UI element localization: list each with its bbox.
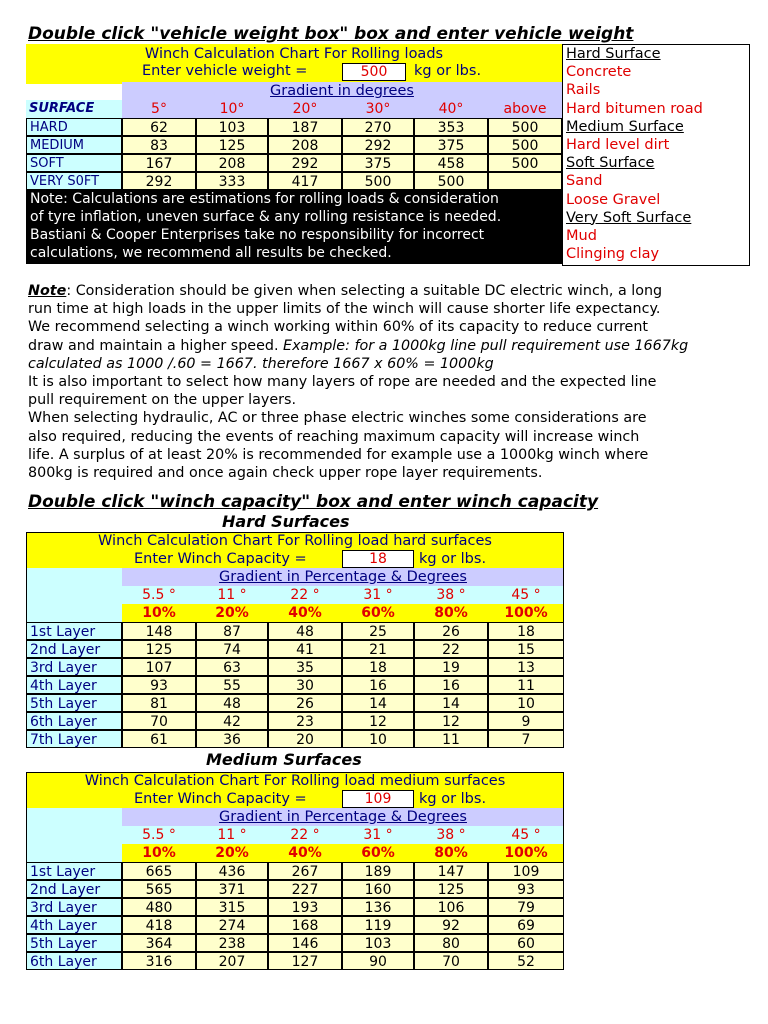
pull-value-cell: 74 — [196, 640, 268, 658]
pull-value-cell: 36 — [196, 730, 268, 748]
pull-value-cell: 25 — [342, 622, 414, 640]
pull-value-cell: 500 — [342, 172, 414, 190]
pull-value-cell: 136 — [342, 898, 414, 916]
layer-row-label: 4th Layer — [26, 916, 122, 934]
degree-header: 45 ° — [511, 827, 541, 843]
pull-value-cell: 500 — [488, 136, 562, 154]
pull-value-cell: 20 — [268, 730, 342, 748]
chart-border — [26, 772, 564, 970]
pull-value-cell: 375 — [342, 154, 414, 172]
pull-value-cell: 189 — [342, 862, 414, 880]
percent-header: 80% — [434, 605, 468, 621]
degree-header: 22 ° — [290, 827, 320, 843]
legend-surface-item: Hard level dirt — [566, 137, 670, 154]
legend-surface-header: Medium Surface — [566, 118, 684, 135]
pull-value-cell: 42 — [196, 712, 268, 730]
pull-value-cell: 11 — [414, 730, 488, 748]
chart-title: Winch Calculation Chart For Rolling load medium surfaces — [84, 773, 506, 789]
vehicle-weight-input[interactable]: 500 — [342, 63, 406, 81]
degree-header: 31 ° — [363, 587, 393, 603]
pull-value-cell: 107 — [122, 658, 196, 676]
note-line-2: run time at high loads in the upper limits of the winch will cause shorter life expectancy. — [28, 301, 661, 318]
note-line-5: calculated as 1000 /.60 = 1667. therefore 1667 x 60% = 1000kg — [28, 355, 494, 372]
note-line-8: When selecting hydraulic, AC or three phase electric winches some considerations are — [28, 410, 647, 427]
percent-header: 10% — [142, 605, 176, 621]
vehicle-weight-unit: kg or lbs. — [414, 63, 482, 79]
pull-value-cell: 18 — [488, 622, 564, 640]
pull-value-cell: 274 — [196, 916, 268, 934]
pull-value-cell: 70 — [414, 952, 488, 970]
pull-value-cell: 316 — [122, 952, 196, 970]
pull-value-cell: 353 — [414, 118, 488, 136]
example-text: : for a 1000kg line pull requirement use 1667kg — [345, 337, 689, 354]
pull-value-cell: 81 — [122, 694, 196, 712]
pull-value-cell: 292 — [268, 154, 342, 172]
percent-header: 40% — [288, 845, 322, 861]
pull-value-cell: 227 — [268, 880, 342, 898]
pull-value-cell: 63 — [196, 658, 268, 676]
legend-surface-item: Clinging clay — [566, 246, 660, 263]
pull-value-cell: 18 — [342, 658, 414, 676]
note-line-4: draw and maintain a higher speed. — [28, 337, 284, 354]
degree-header: 5.5 ° — [142, 587, 176, 603]
pull-value-cell: 79 — [488, 898, 564, 916]
gradient-title: Gradient in Percentage & Degrees — [219, 569, 467, 585]
pull-value-cell: 109 — [488, 862, 564, 880]
pull-value-cell: 371 — [196, 880, 268, 898]
capacity-label: Enter Winch Capacity = — [134, 551, 307, 567]
note-line-11: 800kg is required and once again check upper rope layer requirements. — [28, 464, 543, 481]
pull-value-cell: 127 — [268, 952, 342, 970]
layer-row-label: 3rd Layer — [26, 898, 122, 916]
note-line-6: It is also important to select how many layers of rope are needed and the expected line — [28, 373, 657, 390]
layer-row-label: 6th Layer — [26, 952, 122, 970]
pull-value-cell: 147 — [414, 862, 488, 880]
percent-header: 60% — [361, 845, 395, 861]
pull-value-cell: 207 — [196, 952, 268, 970]
pull-value-cell: 480 — [122, 898, 196, 916]
note-line-1: : Consideration should be given when selecting a suitable DC electric winch, a long — [66, 283, 663, 299]
note-line-9: also required, reducing the events of reaching maximum capacity will increase winch — [28, 428, 640, 445]
percent-header: 20% — [215, 605, 249, 621]
gradient-degrees-title: Gradient in degrees — [270, 83, 414, 99]
pull-value-cell: 80 — [414, 934, 488, 952]
pull-value-cell: 93 — [122, 676, 196, 694]
pull-value-cell: 418 — [122, 916, 196, 934]
vehicle-weight-instruction: Double click "vehicle weight box" box and enter vehicle weight — [28, 24, 634, 44]
pull-value-cell: 60 — [488, 934, 564, 952]
legend-surface-item: Concrete — [566, 64, 632, 81]
pull-value-cell: 292 — [342, 136, 414, 154]
pull-value-cell: 70 — [122, 712, 196, 730]
surface-label: SURFACE — [29, 101, 95, 116]
degree-header: 5° — [151, 101, 167, 117]
pull-value-cell: 41 — [268, 640, 342, 658]
note-label: Note — [28, 283, 67, 299]
percent-header: 60% — [361, 605, 395, 621]
pull-value-cell: 208 — [196, 154, 268, 172]
pull-value-cell: 146 — [268, 934, 342, 952]
vehicle-weight-label: Enter vehicle weight = — [142, 63, 308, 79]
surface-row-label: MEDIUM — [26, 136, 122, 154]
degree-header: 38 ° — [436, 587, 466, 603]
pull-value-cell: 375 — [414, 136, 488, 154]
legend-surface-item: Mud — [566, 228, 597, 245]
capacity-label: Enter Winch Capacity = — [134, 791, 307, 807]
layer-row-label: 1st Layer — [26, 862, 122, 880]
degree-header: 40° — [438, 101, 464, 117]
pull-value-cell: 364 — [122, 934, 196, 952]
pull-value-cell: 167 — [122, 154, 196, 172]
pull-value-cell: 417 — [268, 172, 342, 190]
degree-header: 11 ° — [217, 587, 247, 603]
pull-value-cell: 125 — [122, 640, 196, 658]
chart-border — [26, 532, 564, 748]
layer-row-label: 3rd Layer — [26, 658, 122, 676]
pull-value-cell: 52 — [488, 952, 564, 970]
degree-header: above — [503, 101, 547, 117]
pull-value-cell: 16 — [342, 676, 414, 694]
percent-header: 100% — [504, 845, 548, 861]
surface-row-label: VERY S0FT — [26, 172, 122, 190]
pull-value-cell: 160 — [342, 880, 414, 898]
medium-surfaces-title: Medium Surfaces — [206, 750, 362, 769]
pull-value-cell: 55 — [196, 676, 268, 694]
pull-value-cell: 12 — [414, 712, 488, 730]
pull-value-cell: 292 — [122, 172, 196, 190]
degree-header: 45 ° — [511, 587, 541, 603]
legend-surface-header: Soft Surface — [566, 155, 655, 172]
degree-header: 11 ° — [217, 827, 247, 843]
pull-value-cell: 333 — [196, 172, 268, 190]
pull-value-cell: 48 — [268, 622, 342, 640]
pull-value-cell: 315 — [196, 898, 268, 916]
pull-value-cell: 11 — [488, 676, 564, 694]
note-line-10: life. A surplus of at least 20% is recommended for example use a 1000kg winch where — [28, 446, 649, 463]
pull-value-cell: 193 — [268, 898, 342, 916]
degree-header: 20° — [292, 101, 318, 117]
pull-value-cell: 500 — [414, 172, 488, 190]
degree-header: 31 ° — [363, 827, 393, 843]
pull-value-cell: 565 — [122, 880, 196, 898]
capacity-unit: kg or lbs. — [419, 551, 487, 567]
pull-value-cell: 103 — [342, 934, 414, 952]
pull-value-cell: 23 — [268, 712, 342, 730]
pull-value-cell: 125 — [196, 136, 268, 154]
legend-surface-item: Sand — [566, 173, 603, 190]
pull-value-cell: 665 — [122, 862, 196, 880]
pull-value-cell: 16 — [414, 676, 488, 694]
pull-value-cell: 48 — [196, 694, 268, 712]
degree-header: 10° — [219, 101, 245, 117]
winch-capacity-input[interactable]: 109 — [342, 790, 414, 808]
pull-value-cell: 22 — [414, 640, 488, 658]
disclaimer-line-2: of tyre inflation, uneven surface & any rolling resistance is needed. — [26, 208, 562, 226]
pull-value-cell: 208 — [268, 136, 342, 154]
layer-row-label: 2nd Layer — [26, 880, 122, 898]
pull-value-cell: 103 — [196, 118, 268, 136]
pull-value-cell: 187 — [268, 118, 342, 136]
pull-value-cell: 106 — [414, 898, 488, 916]
gradient-title: Gradient in Percentage & Degrees — [219, 809, 467, 825]
legend-surface-item: Rails — [566, 82, 601, 99]
note-line-3: We recommend selecting a winch working within 60% of its capacity to reduce current — [28, 319, 649, 336]
pull-value-cell: 69 — [488, 916, 564, 934]
pull-value-cell: 83 — [122, 136, 196, 154]
pull-value-cell: 30 — [268, 676, 342, 694]
pull-value-cell: 15 — [488, 640, 564, 658]
surface-row-label: HARD — [26, 118, 122, 136]
legend-surface-header: Hard Surface — [566, 46, 661, 62]
layer-row-label: 2nd Layer — [26, 640, 122, 658]
hard-surfaces-title: Hard Surfaces — [222, 512, 350, 531]
degree-header: 22 ° — [290, 587, 320, 603]
pull-value-cell: 436 — [196, 862, 268, 880]
example-label: Example — [283, 337, 346, 354]
layer-row-label: 1st Layer — [26, 622, 122, 640]
pull-value-cell: 90 — [342, 952, 414, 970]
pull-value-cell: 238 — [196, 934, 268, 952]
layer-row-label: 5th Layer — [26, 694, 122, 712]
pull-value-cell: 14 — [342, 694, 414, 712]
pull-value-cell: 26 — [414, 622, 488, 640]
pull-value-cell: 92 — [414, 916, 488, 934]
pull-value-cell: 26 — [268, 694, 342, 712]
percent-header: 40% — [288, 605, 322, 621]
percent-header: 80% — [434, 845, 468, 861]
disclaimer-line-3: Bastiani & Cooper Enterprises take no responsibility for incorrect — [26, 226, 562, 244]
pull-value-cell: 168 — [268, 916, 342, 934]
pull-value-cell: 9 — [488, 712, 564, 730]
pull-value-cell: 87 — [196, 622, 268, 640]
pull-value-cell: 62 — [122, 118, 196, 136]
surface-row-label: SOFT — [26, 154, 122, 172]
note-line-7: pull requirement on the upper layers. — [28, 392, 297, 409]
pull-value-cell — [488, 172, 562, 190]
pull-value-cell: 14 — [414, 694, 488, 712]
pull-value-cell: 10 — [342, 730, 414, 748]
pull-value-cell: 500 — [488, 154, 562, 172]
pull-value-cell: 93 — [488, 880, 564, 898]
pull-value-cell: 125 — [414, 880, 488, 898]
capacity-unit: kg or lbs. — [419, 791, 487, 807]
degree-header: 30° — [365, 101, 391, 117]
pull-value-cell: 10 — [488, 694, 564, 712]
percent-header: 20% — [215, 845, 249, 861]
percent-header: 100% — [504, 605, 548, 621]
layer-row-label: 7th Layer — [26, 730, 122, 748]
pull-value-cell: 458 — [414, 154, 488, 172]
legend-surface-item: Hard bitumen road — [566, 100, 703, 117]
chart-title: Winch Calculation Chart For Rolling load hard surfaces — [98, 533, 492, 549]
winch-capacity-input[interactable]: 18 — [342, 550, 414, 568]
pull-value-cell: 119 — [342, 916, 414, 934]
pull-value-cell: 12 — [342, 712, 414, 730]
degree-header: 38 ° — [436, 827, 466, 843]
pull-value-cell: 267 — [268, 862, 342, 880]
winch-capacity-instruction: Double click "winch capacity" box and enter winch capacity — [28, 492, 599, 512]
pull-value-cell: 148 — [122, 622, 196, 640]
percent-header: 10% — [142, 845, 176, 861]
legend-surface-header: Very Soft Surface — [566, 209, 692, 226]
disclaimer-line-4: calculations, we recommend all results be checked. — [26, 244, 562, 262]
disclaimer-line-1: Note: Calculations are estimations for rolling loads & consideration — [26, 190, 562, 208]
pull-value-cell: 500 — [488, 118, 562, 136]
pull-value-cell: 19 — [414, 658, 488, 676]
pull-value-cell: 21 — [342, 640, 414, 658]
note-paragraph — [28, 282, 768, 482]
pull-value-cell: 35 — [268, 658, 342, 676]
pull-value-cell: 7 — [488, 730, 564, 748]
pull-value-cell: 13 — [488, 658, 564, 676]
layer-row-label: 5th Layer — [26, 934, 122, 952]
legend-surface-item: Loose Gravel — [566, 191, 661, 208]
layer-row-label: 6th Layer — [26, 712, 122, 730]
vehicle-chart-title: Winch Calculation Chart For Rolling loads — [144, 46, 444, 62]
layer-row-label: 4th Layer — [26, 676, 122, 694]
pull-value-cell: 270 — [342, 118, 414, 136]
degree-header: 5.5 ° — [142, 827, 176, 843]
surface-legend-list — [566, 45, 703, 263]
pull-value-cell: 61 — [122, 730, 196, 748]
